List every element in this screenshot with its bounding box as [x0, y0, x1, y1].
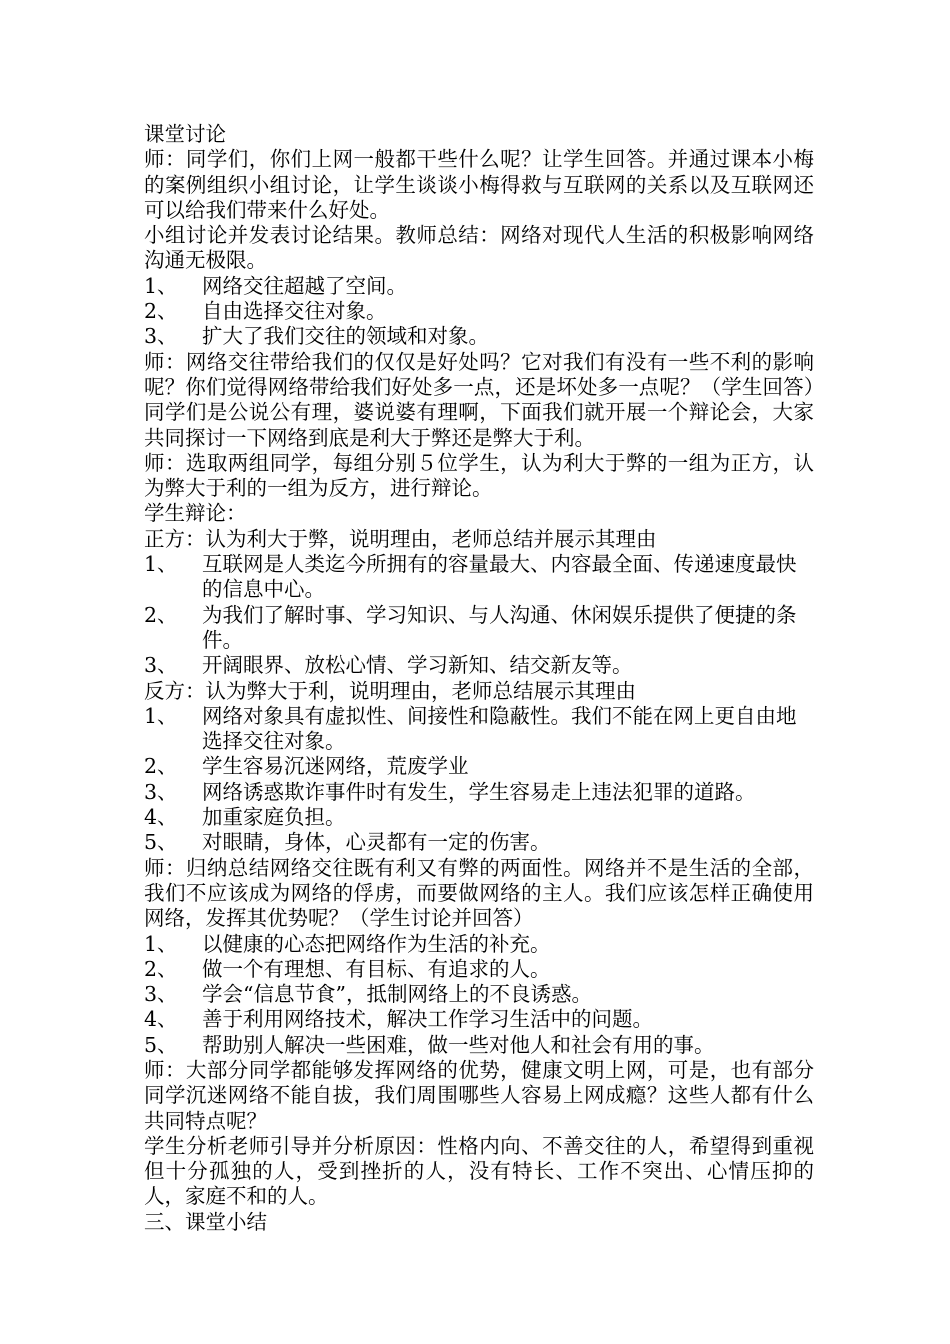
list-text: 扩大了我们交往的领域和对象。	[202, 324, 489, 349]
list-item	[144, 299, 814, 324]
list-number: 3、	[144, 324, 178, 349]
list-item	[144, 830, 814, 855]
list-text: 网络交往超越了空间。	[202, 273, 407, 298]
list-number: 4、	[144, 1007, 178, 1032]
list-item	[144, 957, 814, 982]
list-item	[144, 1033, 814, 1058]
list-text: 网络诱惑欺诈事件时有发生，学生容易走上违法犯罪的道路。	[202, 779, 756, 804]
heading-student-debate: 学生辩论：	[144, 501, 247, 526]
list-item	[144, 780, 814, 805]
list-text: 以健康的心态把网络作为生活的补充。	[202, 931, 551, 956]
list-text: 开阔眼界、放松心情、学习新知、结交新友等。	[202, 653, 633, 678]
paragraph-cause-analysis: 学生分析老师引导并分析原因：性格内向、不善交往的人，希望得到重视但十分孤独的人，受到挫折的人，没有特长、工作不突出、心情压抑的人，家庭不和的人。	[144, 1133, 814, 1209]
list-number: 3、	[144, 982, 178, 1007]
list-item	[144, 704, 814, 755]
paragraph-pro-side: 正方：认为利大于弊，说明理由，老师总结并展示其理由	[144, 526, 657, 551]
list-text: 帮助别人解决一些困难，做一些对他人和社会有用的事。	[202, 1032, 715, 1057]
list-text: 为我们了解时事、学习知识、与人沟通、休闲娱乐提供了便捷的条件。	[202, 602, 797, 652]
list-text: 善于利用网络技术，解决工作学习生活中的问题。	[202, 1007, 653, 1032]
list-text: 学生容易沉迷网络，荒废学业	[202, 754, 469, 779]
list-item	[144, 982, 814, 1007]
list-number: 1、	[144, 273, 178, 298]
paragraph-debate-setup: 师：选取两组同学，每组分别５位学生，认为利大于弊的一组为正方，认为弊大于利的一组为反方，进行辩论。	[144, 450, 814, 501]
list-item	[144, 653, 814, 678]
list-number: 5、	[144, 830, 178, 855]
heading-classroom-summary: 三、课堂小结	[144, 1209, 267, 1234]
list-number: 1、	[144, 931, 178, 956]
list-number: 4、	[144, 805, 178, 830]
list-text: 互联网是人类迄今所拥有的容量最大、内容最全面、传递速度最快的信息中心。	[202, 552, 797, 602]
list-item	[144, 552, 814, 603]
list-item	[144, 754, 814, 779]
list-text: 加重家庭负担。	[202, 805, 346, 830]
paragraph-teacher-summary: 师：归纳总结网络交往既有利又有弊的两面性。网络并不是生活的全部，我们不应该成为网络的俘虏，而要做网络的主人。我们应该怎样正确使用网络，发挥其优势呢？（学生讨论并回答）	[144, 855, 814, 931]
list-text: 网络对象具有虚拟性、间接性和隐蔽性。我们不能在网上更自由地选择交往对象。	[202, 703, 797, 754]
list-number: 2、	[144, 956, 178, 981]
document-page	[144, 122, 814, 1235]
list-item	[144, 274, 814, 299]
list-text: 对眼睛，身体，心灵都有一定的伤害。	[202, 830, 551, 855]
list-number: 5、	[144, 1032, 178, 1057]
paragraph-addiction-question: 师：大部分同学都能够发挥网络的优势，健康文明上网，可是，也有部分同学沉迷网络不能自拔，我们周围哪些人容易上网成瘾？这些人都有什么共同特点呢？	[144, 1057, 814, 1133]
list-number: 1、	[144, 703, 178, 728]
paragraph-pros-and-cons-question: 师：网络交往带给我们的仅仅是好处吗？它对我们有没有一些不利的影响呢？你们觉得网络带给我们好处多一点，还是坏处多一点呢？（学生回答）同学们是公说公有理，婆说婆有理啊，下面我们就开展一个辩论会，大家共同探讨一下网络到底是利大于弊还是弊大于利。	[144, 349, 814, 450]
list-number: 2、	[144, 602, 178, 627]
list-text: 做一个有理想、有目标、有追求的人。	[202, 956, 551, 981]
list-item	[144, 932, 814, 957]
list-number: 3、	[144, 653, 178, 678]
list-item	[144, 603, 814, 654]
heading-classroom-discussion: 课堂讨论	[144, 122, 226, 146]
list-number: 1、	[144, 552, 178, 577]
list-item	[144, 324, 814, 349]
list-number: 3、	[144, 779, 178, 804]
list-text: 学会“信息节食”，抵制网络上的不良诱惑。	[202, 982, 592, 1007]
list-number: 2、	[144, 754, 178, 779]
list-number: 2、	[144, 299, 178, 324]
paragraph-con-side: 反方：认为弊大于利，说明理由，老师总结展示其理由	[144, 678, 636, 703]
paragraph-teacher-question: 师：同学们，你们上网一般都干些什么呢？让学生回答。并通过课本小梅的案例组织小组讨论，让学生谈谈小梅得救与互联网的关系以及互联网还可以给我们带来什么好处。	[144, 147, 814, 222]
list-text: 自由选择交往对象。	[202, 299, 387, 324]
list-item	[144, 1007, 814, 1032]
list-item	[144, 805, 814, 830]
paragraph-group-discussion: 小组讨论并发表讨论结果。教师总结：网络对现代人生活的积极影响网络沟通无极限。	[144, 223, 814, 273]
